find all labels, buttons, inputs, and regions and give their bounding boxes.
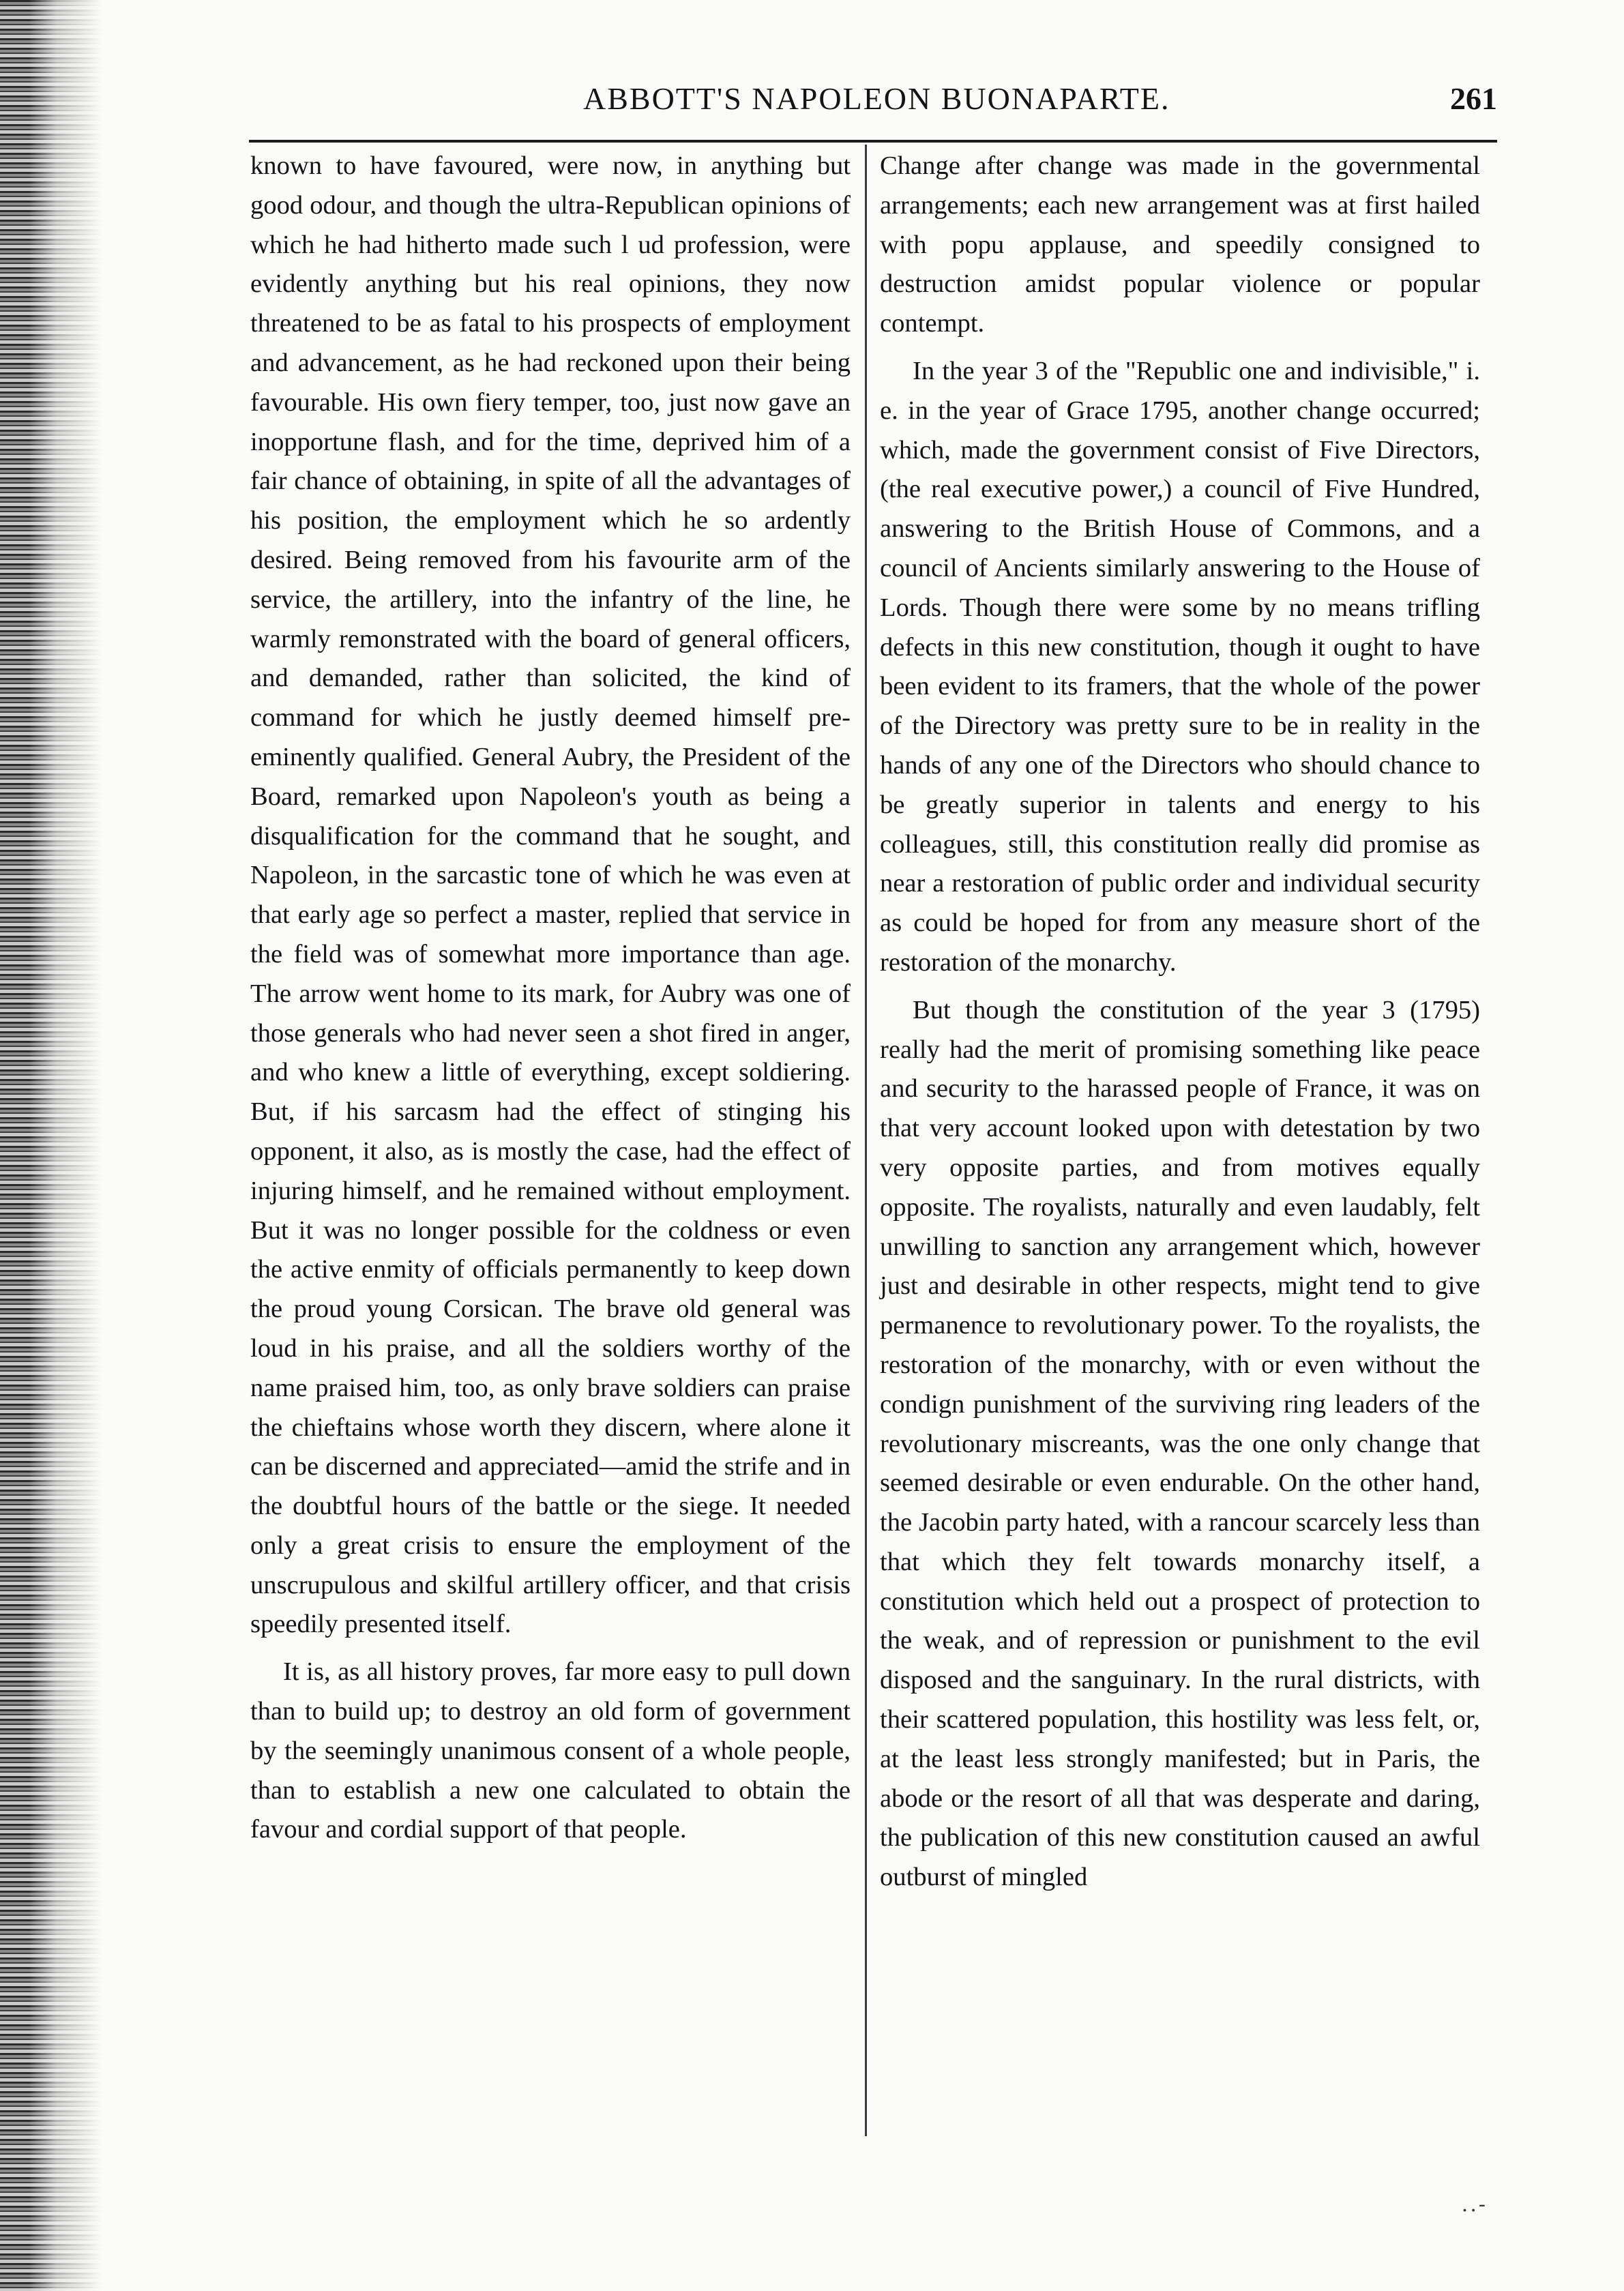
right-paragraph-1: Change after change was made in the governmental arrangements; each new arrangement was at first hailed with popu applause, and speedily consigned to destruction amidst popular violence or popular contempt. [880,151,1480,338]
left-paragraph-1: known to have favoured, were now, in anything but good odour, and though the ultra-Republican opinions of which he had hitherto made such l ud profession, were evidently anything but his real opinions, they now threatened to be as fatal to his prospects of employment and advancement, as he had reckoned upon their being favourable. His own fiery temper, too, just now gave an inopportune flash, and for the time, deprived him of a fair chance of obtaining, in spite of all the advantages of his position, the employment which he so ardently desired. Being removed from his favourite arm of the service, the artillery, into the infantry of the line, he warmly remonstrated with the board of general officers, and demanded, rather than solicited, the kind of command for which he justly deemed himself pre-eminently qualified. General Aubry, the President of the Board, remarked upon Napoleon's youth as being a disqualification for the command that he sought, and Napoleon, in the sarcastic tone of which he was even at that early age so perfect a master, replied that service in the field was of somewhat more importance than age. The arrow went home to its mark, for Aubry was one of those generals who had never seen a shot fired in anger, and who knew a little of everything, except soldiering. But, if his sarcasm had the effect of stinging his opponent, it also, as is mostly the case, had the effect of injuring himself, and he remained without employment. But it was no longer possible for the coldness or even the active enmity of officials permanently to keep down the proud young Corsican. The brave old general was loud in his praise, and all the soldiers worthy of the name praised him, too, as only brave soldiers can praise the chieftains whose worth they discern, where alone it can be discerned and appreciated—amid the strife and in the doubtful hours of the battle or the siege. It needed only a great crisis to ensure the employment of the unscrupulous and skilful artillery officer, and that crisis speedily presented itself. [250,151,851,1639]
left-paragraph-2: It is, as all history proves, far more easy to pull down than to build up; to destroy an old form of government by the seemingly unanimous consent of a whole people, than to establish a new one calculated to obtain the favour and cordial support of that people. [250,1657,851,1844]
column-divider [865,145,867,2136]
right-column [880,147,1480,1897]
right-paragraph-2: In the year 3 of the "Republic one and indivisible," i. e. in the year of Grace 1795, another change occurred; which, made the government consist of Five Directors, (the real executive power,) a council of Five Hundred, answering to the British House of Commons, and a council of Ancients similarly answering to the House of Lords. Though there were some by no means trifling defects in this new constitution, though it ought to have been evident to its framers, that the whole of the power of the Directory was pretty sure to be in reality in the hands of any one of the Directors who should chance to be greatly superior in talents and energy to his colleagues, still, this constitution really did promise as near a restoration of public order and individual security as could be hoped for from any measure short of the restoration of the monarchy. [880,356,1480,977]
running-head [249,80,1497,124]
printer-mark: ..- [1461,2193,1488,2217]
page-number: 261 [1450,81,1497,116]
header-rule [249,140,1497,143]
right-paragraph-3: But though the constitution of the year 3 (1795) really had the merit of promising something like peace and security to the harassed people of France, it was on that very account looked upon with detestation by two very opposite parties, and from motives equally opposite. The royalists, naturally and even laudably, felt unwilling to sanction any arrangement which, however just and desirable in other respects, might tend to give permanence to revolutionary power. To the royalists, the restoration of the monarchy, with or even without the condign punishment of the surviving ring leaders of the revolutionary miscreants, was the one only change that seemed desirable or even endurable. On the other hand, the Jacobin party hated, with a rancour scarcely less than that which they felt towards monarchy itself, a constitution which held out a prospect of protection to the weak, and of repression or punishment to the evil disposed and the sanguinary. In the rural districts, with their scattered population, this hostility was less felt, or, at the least less strongly manifested; but in Paris, the abode or the resort of all that was desperate and daring, the publication of this new constitution caused an awful outburst of mingled [880,995,1480,1892]
left-column [250,147,851,1850]
page-binding-edge [0,0,102,2291]
running-title: ABBOTT'S NAPOLEON BUONAPARTE. [583,81,1170,116]
